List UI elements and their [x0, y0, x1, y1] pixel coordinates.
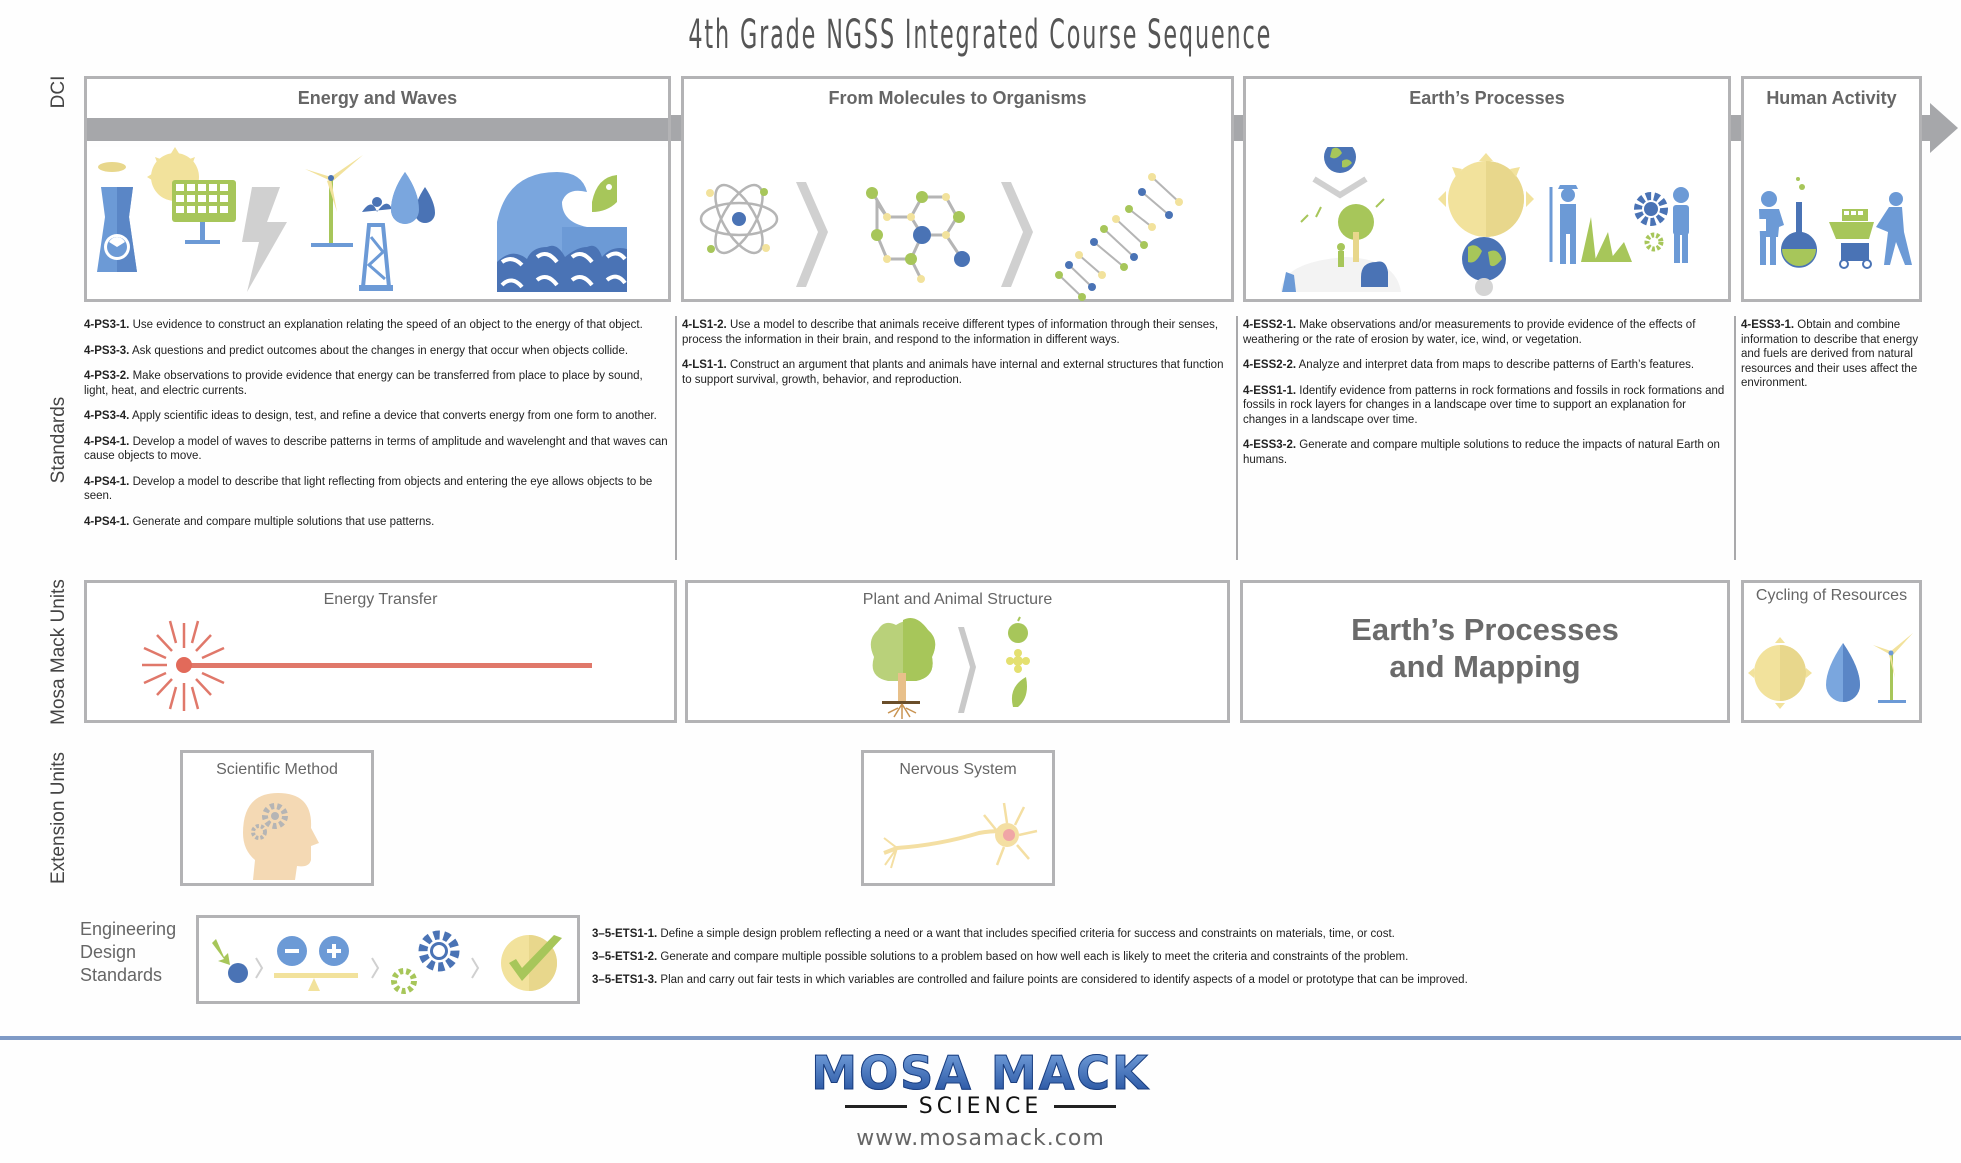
solar-panel-icon [172, 180, 236, 244]
water-drops-icon [391, 172, 435, 224]
dci-title: Earth’s Processes [1246, 79, 1728, 118]
neuron-icon [879, 793, 1044, 883]
standard-item: 4-ESS1-1. Identify evidence from patterns in rock formations and fossils in rock formations and fossils in rock layers for changes in a landscape over time to support an explanation for changes in a landscape over time. [1243, 384, 1725, 426]
arrow-target-icon [212, 939, 248, 983]
unit-title-line2: and Mapping [1389, 649, 1581, 684]
divider [1236, 316, 1238, 560]
dci-title: Energy and Waves [87, 79, 668, 118]
unit-title-line1: Earth’s Processes [1351, 612, 1619, 647]
oil-rig-icon [359, 197, 393, 291]
row-label-extension: Extension Units [48, 752, 69, 885]
row-label-dci: DCI [48, 75, 69, 109]
head-gears-icon [233, 788, 323, 883]
design-process-icons [204, 923, 574, 998]
balance-icon [274, 936, 358, 991]
dci-box-molecules-organisms [681, 76, 1234, 302]
footer-divider [0, 1036, 1961, 1040]
standard-item: 3–5-ETS1-1. Define a simple design problem reflecting a need or a want that includes specified criteria for success and constraints on materials, time, or cost. [592, 928, 1395, 940]
arrow-head-icon [1930, 103, 1958, 153]
dci-box-human-activity [1741, 76, 1922, 302]
standard-item: 4-ESS2-1. Make observations and/or measurements to provide evidence of the effects of weathering or the rate of erosion by water, ice, wind, or vegetation. [1243, 319, 1696, 346]
standard-item: 4-PS3-2. Make observations to provide evidence that energy can be transferred from place to place by sound, light, heat, and electric currents. [84, 370, 643, 397]
extension-card-nervous-system[interactable] [861, 750, 1055, 886]
standard-item: 3–5-ETS1-2. Generate and compare multiple possible solutions to a problem based on how well each is likely to meet the criteria and constraints of the problem. [592, 951, 1409, 963]
dna-icon [1055, 173, 1183, 301]
standards-col-4 [1741, 318, 1926, 402]
divider [1054, 1105, 1116, 1108]
standard-item: 4-PS3-1. Use evidence to construct an explanation relating the speed of an object to the energy of that object. [84, 319, 643, 331]
nuclear-plant-icon [97, 162, 137, 272]
standard-item: 4-ESS3-1. Obtain and combine information to describe that energy and fuels are derived from natural resources and their uses affect the environment. [1741, 319, 1919, 389]
earth-ecosystem-icon [1281, 147, 1401, 292]
standards-col-3 [1243, 318, 1728, 478]
chevron-right-icon [1001, 182, 1033, 287]
unit-card-energy-transfer[interactable] [84, 580, 677, 723]
row-label-units: Mosa Mack Units [48, 579, 69, 725]
energy-icons [87, 147, 668, 302]
chevron-right-icon [796, 182, 828, 287]
unit-card-plant-animal-structure[interactable] [685, 580, 1230, 723]
dci-box-energy-waves [84, 76, 671, 302]
dci-title: From Molecules to Organisms [684, 79, 1231, 118]
extension-card-scientific-method[interactable] [180, 750, 374, 886]
divider [675, 316, 677, 560]
farmer-crops-icon [1551, 185, 1632, 264]
dci-title: Human Activity [1744, 79, 1919, 118]
engineering-standards [592, 928, 1492, 997]
extension-title: Scientific Method [216, 761, 338, 778]
standards-col-2 [682, 318, 1227, 398]
earth-icons [1246, 147, 1728, 302]
laser-beam-icon [132, 613, 632, 718]
page-title: 4th Grade NGSS Integrated Course Sequence [688, 12, 1273, 58]
website-link[interactable]: www.mosamack.com [856, 1126, 1105, 1151]
molecule-icons [684, 147, 1231, 302]
unit-title: Plant and Animal Structure [862, 591, 1053, 608]
human-activity-icons [1744, 147, 1919, 302]
standard-item: 4-ESS3-2. Generate and compare multiple solutions to reduce the impacts of natural Earth on humans. [1243, 439, 1720, 466]
extension-title: Nervous System [899, 761, 1017, 778]
gears-person-icon [1638, 187, 1689, 263]
lightning-icon [242, 187, 287, 292]
standard-item: 4-PS3-3. Ask questions and predict outcomes about the changes in energy that occur when objects collide. [84, 344, 629, 357]
standard-item: 4-PS4-1. Develop a model of waves to describe patterns in terms of amplitude and wavelenght and that waves can cause objects to move. [84, 435, 668, 462]
sun-earth-moon-icon [1438, 153, 1534, 296]
brand-subtitle: SCIENCE [0, 1094, 1961, 1119]
standards-col-1 [84, 318, 669, 540]
checkmark-icon [501, 935, 562, 991]
standard-item: 4-LS1-2. Use a model to describe that animals receive different types of information through their senses, process the information in their brain, and respond to the information in different ways. [682, 319, 1219, 346]
molecule-icon [866, 187, 970, 283]
scientist-flask-icon [1756, 177, 1817, 268]
standard-item: 4-ESS2-2. Analyze and interpret data from maps to describe patterns of Earth’s features. [1243, 359, 1695, 371]
dci-box-earths-processes [1243, 76, 1731, 302]
wind-turbine-icon [305, 155, 363, 247]
divider [1734, 316, 1736, 560]
standard-item: 3–5-ETS1-3. Plan and carry out fair tests in which variables are controlled and failure points are considered to identify aspects of a model or prototype that can be improved. [592, 974, 1468, 986]
row-label-standards: Standards [48, 396, 69, 484]
standard-item: 4-PS3-4. Apply scientific ideas to design, test, and refine a device that converts energy from one form to another. [84, 410, 657, 422]
divider [845, 1105, 907, 1108]
gears-icon [394, 935, 455, 991]
tree-fruit-flower-leaf-icon [858, 615, 1058, 720]
wave-fish-icon [497, 172, 627, 292]
unit-title: Energy Transfer [323, 591, 438, 608]
engineering-label: Engineering Design Standards [80, 919, 177, 985]
sun-drop-turbine-icon [1748, 623, 1918, 718]
brand-logo: MOSA MACK [0, 1046, 1961, 1100]
standard-item: 4-LS1-1. Construct an argument that plants and animals have internal and external structures that function to support survival, growth, behavior, and reproduction. [682, 359, 1224, 386]
standard-item: 4-PS4-1. Generate and compare multiple solutions that use patterns. [84, 515, 435, 528]
cargo-ship-cart-icon [1829, 192, 1912, 268]
unit-title: Cycling of Resources [1755, 587, 1908, 604]
unit-card-earths-processes-mapping[interactable] [1240, 580, 1730, 723]
engineering-design-card[interactable] [196, 915, 580, 1004]
standard-item: 4-PS4-1. Develop a model to describe that light reflecting from objects and entering the eye allows objects to be seen. [84, 475, 653, 502]
unit-card-cycling-resources[interactable] [1741, 580, 1922, 723]
